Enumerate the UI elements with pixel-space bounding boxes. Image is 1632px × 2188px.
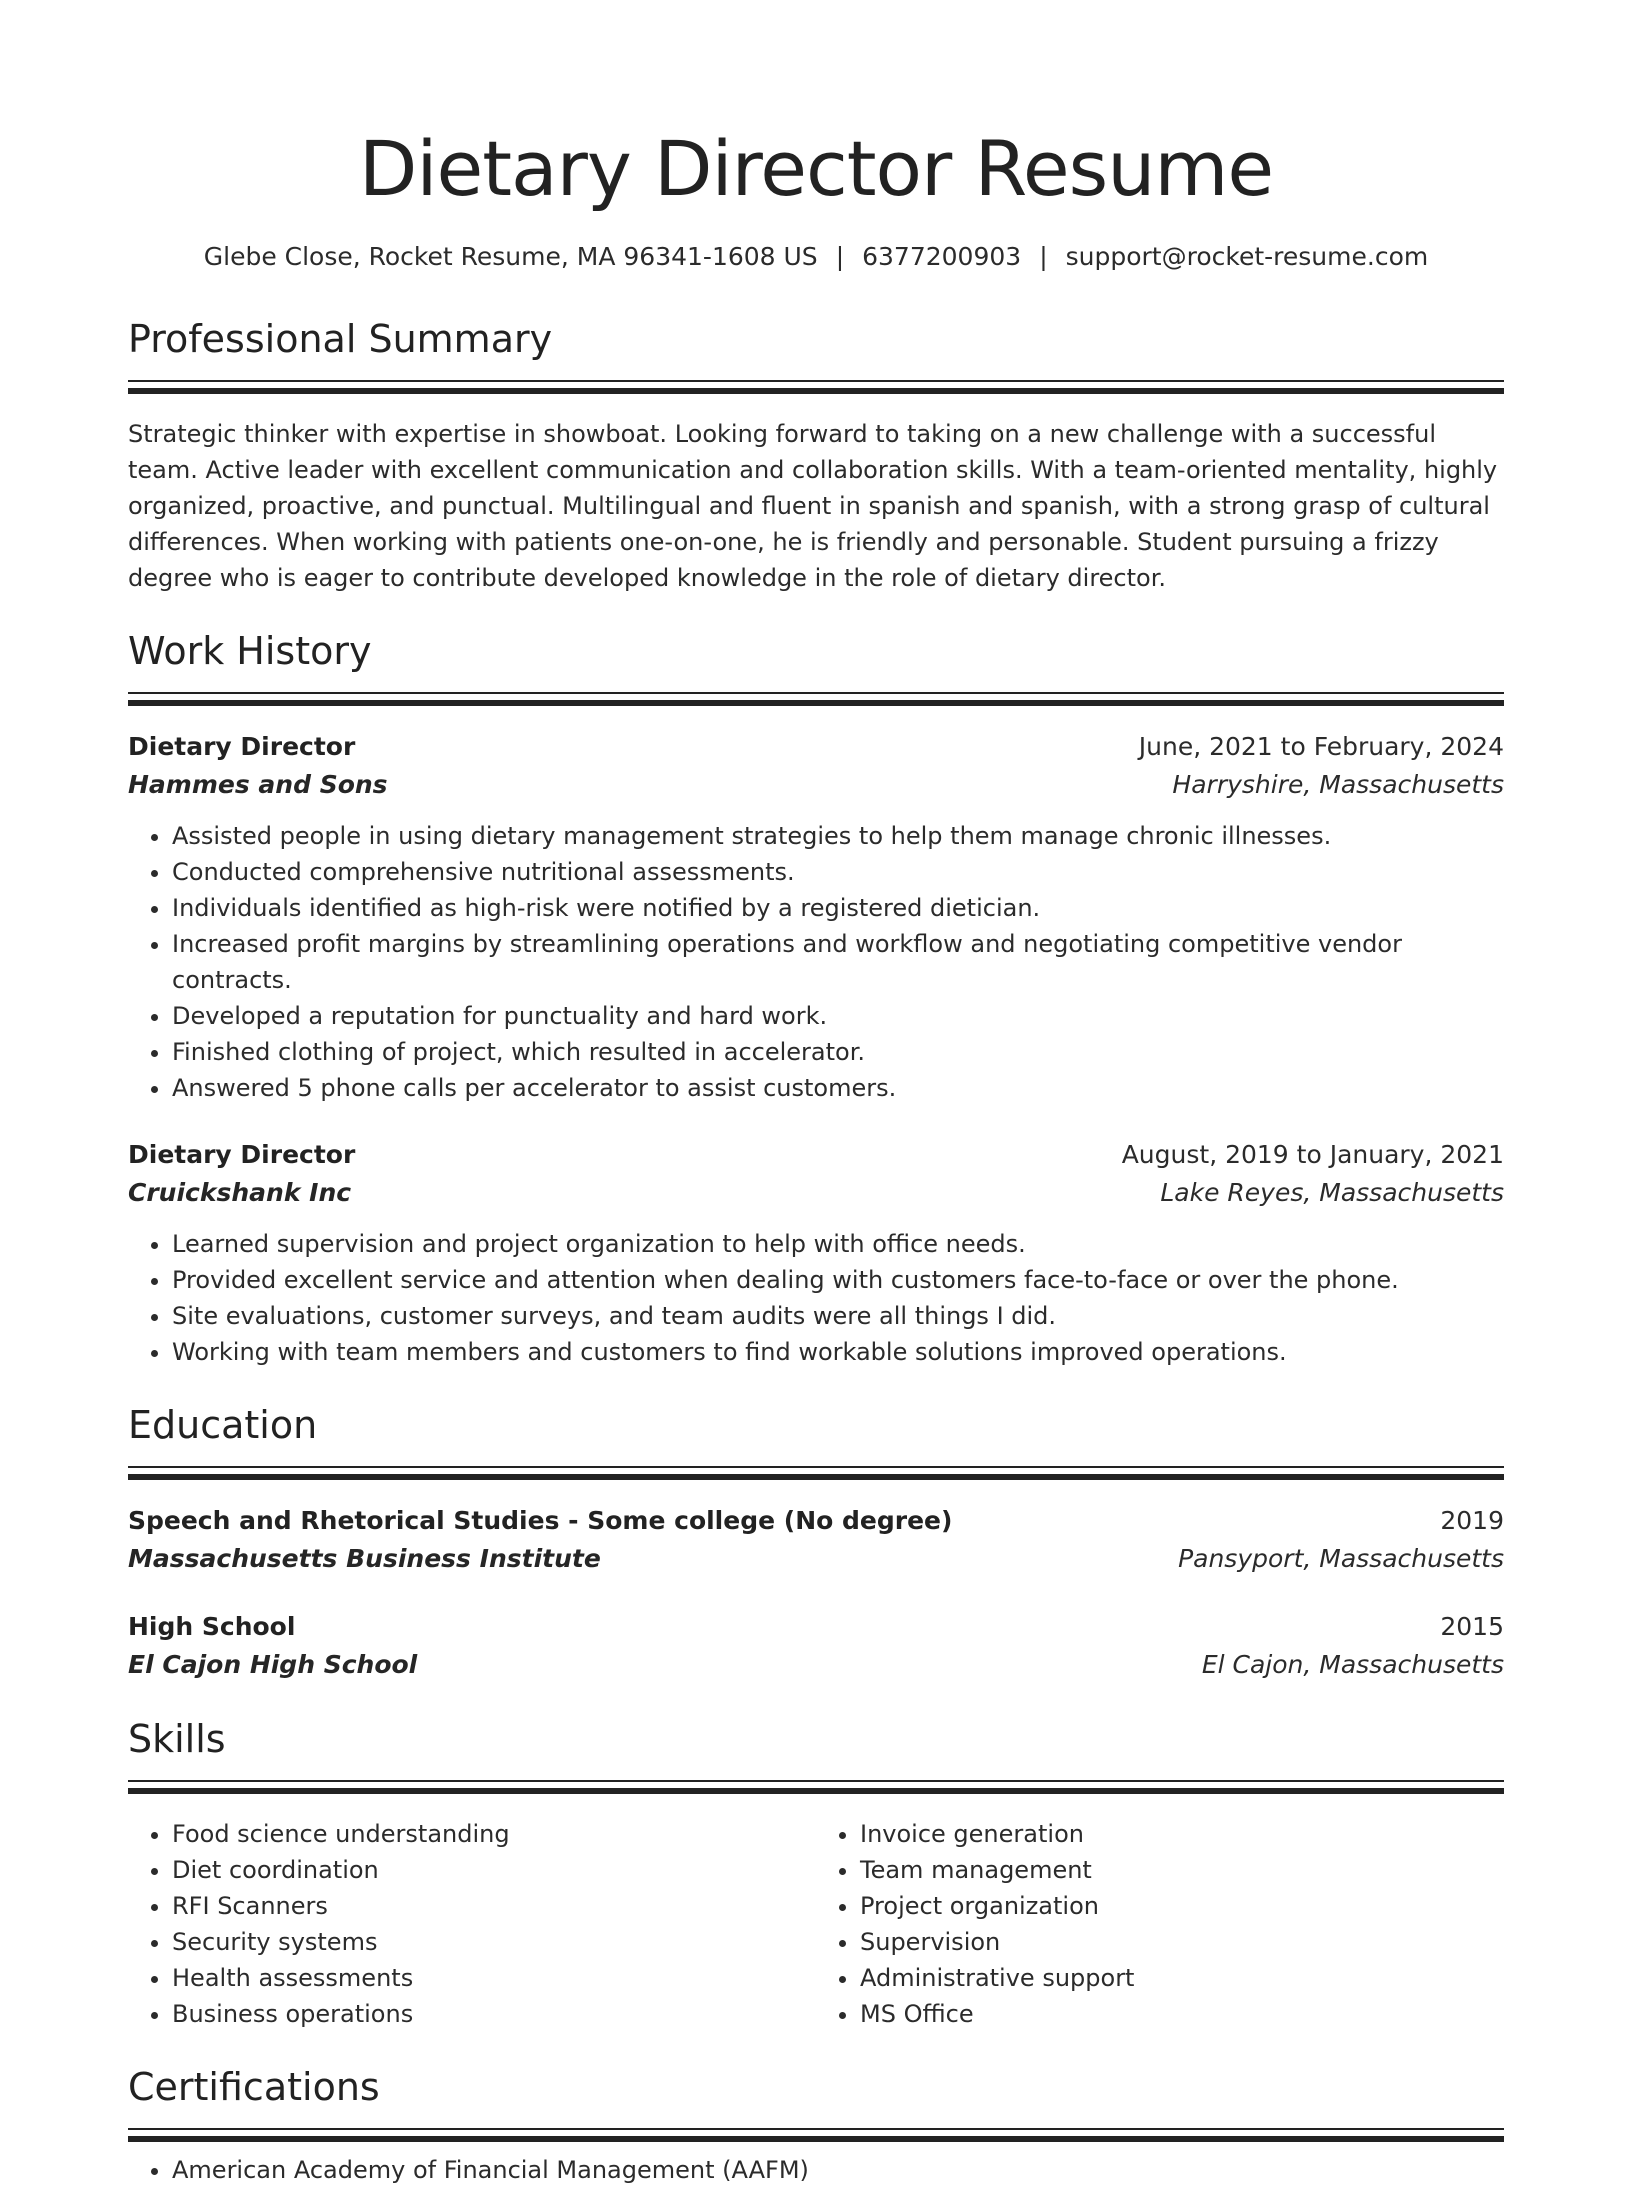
skills-section [128, 1714, 1504, 2032]
skills-columns [128, 1816, 1504, 2032]
summary-section [128, 314, 1504, 596]
work-heading: Work History [128, 629, 372, 673]
education-location: Pansyport, Massachusetts [1178, 1544, 1504, 1573]
list-item: • Developed a reputation for punctuality and hard work. [172, 998, 1504, 1034]
list-item: • Conducted comprehensive nutritional assessments. [172, 854, 1504, 890]
section-divider [128, 2128, 1504, 2142]
job-header [128, 1136, 1504, 1174]
contact-phone: 6377200903 [862, 242, 1022, 271]
list-item: • Team management [860, 1852, 1504, 1888]
education-subheader [128, 1540, 1504, 1578]
education-school: Massachusetts Business Institute [128, 1544, 601, 1573]
section-divider [128, 380, 1504, 394]
job-entry [128, 1136, 1504, 1370]
skills-list-right [816, 1816, 1504, 2032]
education-degree: High School [128, 1612, 296, 1641]
contact-email[interactable]: support@rocket-resume.com [1065, 242, 1429, 271]
list-item: • Site evaluations, customer surveys, and team audits were all things I did. [172, 1298, 1504, 1334]
job-bullets [128, 818, 1504, 1106]
list-item: • Diet coordination [172, 1852, 816, 1888]
list-item: • Assisted people in using dietary management strategies to help them manage chronic illnesses. [172, 818, 1504, 854]
certifications-section [128, 2062, 1504, 2188]
job-bullets [128, 1226, 1504, 1370]
education-heading: Education [128, 1403, 318, 1447]
job-subheader [128, 1174, 1504, 1212]
job-entry [128, 728, 1504, 1106]
skills-heading: Skills [128, 1717, 226, 1761]
list-item: • MS Office [860, 1996, 1504, 2032]
section-divider [128, 1466, 1504, 1480]
section-divider [128, 692, 1504, 706]
list-item: • Answered 5 phone calls per accelerator to assist customers. [172, 1070, 1504, 1106]
work-section [128, 626, 1504, 1370]
job-company: Hammes and Sons [128, 770, 388, 799]
education-header [128, 1502, 1504, 1540]
education-school: El Cajon High School [128, 1650, 418, 1679]
education-subheader [128, 1646, 1504, 1684]
education-year: 2019 [1440, 1506, 1504, 1535]
contact-address: Glebe Close, Rocket Resume, MA 96341-1608 US [203, 242, 818, 271]
education-section [128, 1400, 1504, 1684]
contact-separator: | [835, 242, 845, 271]
summary-heading: Professional Summary [128, 317, 553, 361]
education-header [128, 1608, 1504, 1646]
job-subheader [128, 766, 1504, 804]
job-location: Lake Reyes, Massachusetts [1160, 1178, 1504, 1207]
list-item: • Administrative support [860, 1960, 1504, 1996]
job-header [128, 728, 1504, 766]
list-item: • Finished clothing of project, which resulted in accelerator. [172, 1034, 1504, 1070]
job-dates: June, 2021 to February, 2024 [1138, 732, 1504, 761]
job-company: Cruickshank Inc [128, 1178, 352, 1207]
list-item: • American Academy of Financial Management (AAFM) [172, 2152, 1504, 2188]
list-item: • Working with team members and customers to find workable solutions improved operations. [172, 1334, 1504, 1370]
job-dates: August, 2019 to January, 2021 [1121, 1140, 1504, 1169]
list-item: • Supervision [860, 1924, 1504, 1960]
job-title: Dietary Director [128, 1140, 356, 1169]
resume-title: Dietary Director Resume [358, 124, 1274, 213]
certifications-list [128, 2152, 1504, 2188]
education-entry [128, 1502, 1504, 1578]
job-location: Harryshire, Massachusetts [1172, 770, 1504, 799]
section-divider [128, 1780, 1504, 1794]
list-item: • Food science understanding [172, 1816, 816, 1852]
contact-separator: | [1039, 242, 1048, 271]
contact-line [128, 240, 1504, 274]
education-entry [128, 1608, 1504, 1684]
list-item: • Learned supervision and project organization to help with office needs. [172, 1226, 1504, 1262]
education-degree: Speech and Rhetorical Studies - Some college (No degree) [128, 1506, 953, 1535]
list-item: • Security systems [172, 1924, 816, 1960]
skills-list-left [128, 1816, 816, 2032]
education-location: El Cajon, Massachusetts [1201, 1650, 1504, 1679]
education-year: 2015 [1440, 1612, 1504, 1641]
job-title: Dietary Director [128, 732, 356, 761]
list-item: • Business operations [172, 1996, 816, 2032]
list-item: • Invoice generation [860, 1816, 1504, 1852]
list-item: • RFI Scanners [172, 1888, 816, 1924]
summary-text: Strategic thinker with expertise in showboat. Looking forward to taking on a new challenge with a successful team. Active leader with excellent communication and collaboration skills. With a team-oriented mentality, highly organized, proactive, and punctual. Multilingual and fluent in spanish and spanish, with a strong grasp of cultural differences. When working with patients one-on-one, he is friendly and personable. Student pursuing a frizzy degree who is eager to contribute developed knowledge in the role of dietary director. [128, 420, 1498, 592]
list-item: • Individuals identified as high-risk were notified by a registered dietician. [172, 890, 1504, 926]
list-item: • Health assessments [172, 1960, 816, 1996]
certifications-heading: Certifications [128, 2065, 380, 2109]
list-item: • Project organization [860, 1888, 1504, 1924]
list-item: • Increased profit margins by streamlining operations and workflow and negotiating competitive vendor contracts. [172, 926, 1504, 998]
list-item: • Provided excellent service and attention when dealing with customers face-to-face or over the phone. [172, 1262, 1504, 1298]
